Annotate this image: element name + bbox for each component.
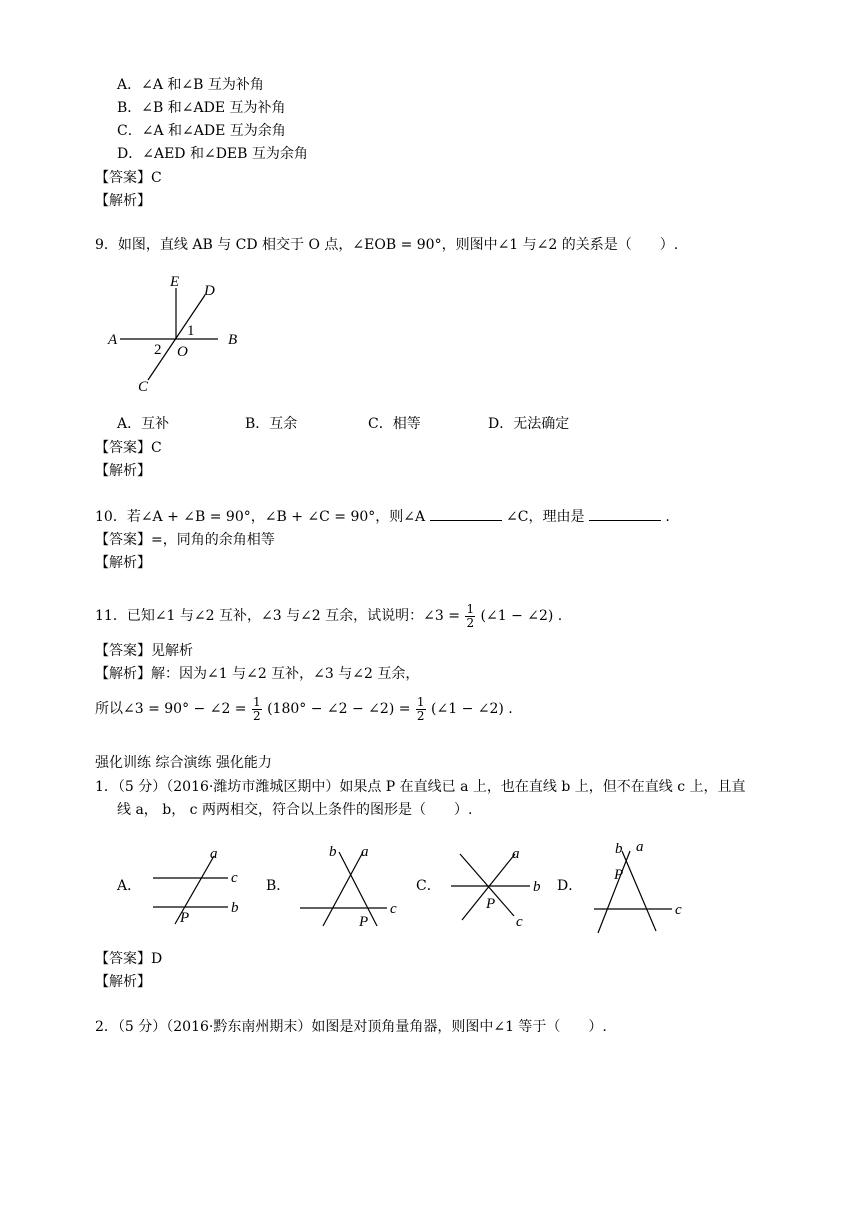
label-a: A (108, 332, 118, 348)
svg-text:P: P (614, 867, 624, 883)
svg-text:c: c (231, 870, 238, 886)
p1-option-d-label: D． (557, 878, 583, 894)
q8-option-d: D．∠AED 和∠DEB 互为余角 (117, 146, 308, 162)
q9-stem: 9．如图，直线 AB 与 CD 相交于 O 点，∠EOB = 90°，则图中∠1 与∠2 的关系是（ ）. (95, 237, 679, 253)
p1-analysis: 【解析】 (95, 974, 151, 990)
fraction-half: $\frac{1}{2}$ (416, 694, 425, 723)
q9-figure (100, 268, 260, 398)
q10-stem-part-a: 10．若∠A + ∠B = 90°，∠B + ∠C = 90°，则∠A (95, 509, 426, 525)
q8-analysis: 【解析】 (95, 193, 151, 209)
label-o: O (177, 344, 188, 360)
p1-stem-line-1: 1．（5 分）（2016·潍坊市潍城区期中）如果点 P 在直线已 a 上，也在直线 b 上，但不在直线 c 上，且直 (95, 779, 746, 795)
q10-stem-part-c: . (665, 509, 670, 525)
svg-text:b: b (615, 841, 623, 857)
svg-text:a: a (210, 846, 218, 862)
svg-text:P: P (486, 896, 496, 912)
q8-option-c: C．∠A 和∠ADE 互为余角 (117, 123, 286, 139)
svg-text:a: a (361, 844, 369, 860)
label-d: D (204, 283, 215, 299)
p1-answer: 【答案】D (95, 951, 163, 967)
q11-work (95, 692, 513, 726)
q10-blank-2 (589, 506, 661, 521)
q9-option-d: D．无法确定 (488, 416, 570, 432)
svg-text:b: b (231, 900, 239, 916)
p1-option-b-label: B． (266, 878, 291, 894)
label-angle-1: 1 (187, 323, 195, 339)
p1-option-c-label: C． (416, 878, 441, 894)
label-angle-2: 2 (154, 342, 162, 358)
q11-work-part-b: (180° − ∠2 − ∠2) = (267, 701, 411, 717)
q10-stem-part-b: ∠C，理由是 (506, 509, 585, 525)
svg-text:c: c (675, 902, 682, 918)
svg-text:c: c (516, 914, 523, 930)
q11-stem-part-a: 11．已知∠1 与∠2 互补，∠3 与∠2 互余，试说明：∠3 = (95, 608, 460, 624)
q11-work-part-a: 所以∠3 = 90° − ∠2 = (95, 701, 247, 717)
q11-work-part-c: (∠1 − ∠2) . (431, 701, 513, 717)
q9-option-b: B．互余 (245, 416, 298, 432)
label-c: C (138, 379, 149, 395)
q11-answer: 【答案】见解析 (95, 643, 193, 659)
q9-answer: 【答案】C (95, 440, 162, 456)
svg-text:a: a (512, 846, 520, 862)
fraction-half: $\frac{1}{2}$ (253, 694, 261, 723)
p2-stem: 2．（5 分）（2016·黔东南州期末）如图是对顶角量角器，则图中∠1 等于（ ）. (95, 1019, 607, 1035)
svg-text:P: P (359, 914, 369, 930)
q10-stem (95, 506, 670, 527)
p1-figure-a (150, 838, 250, 928)
q11-stem (95, 599, 562, 633)
q10-analysis: 【解析】 (95, 555, 151, 571)
q9-option-c: C．相等 (368, 416, 421, 432)
p1-figure-b (295, 838, 405, 933)
svg-text:c: c (390, 901, 397, 917)
q10-answer: 【答案】=，同角的余角相等 (95, 532, 275, 548)
q8-answer: 【答案】C (95, 170, 162, 186)
p1-figure-c (448, 838, 548, 933)
svg-text:b: b (329, 844, 337, 860)
svg-text:P: P (180, 910, 190, 926)
q9-analysis: 【解析】 (95, 463, 151, 479)
q11-stem-part-b: (∠1 − ∠2) . (480, 608, 563, 624)
q11-analysis: 【解析】解：因为∠1 与∠2 互补，∠3 与∠2 互余， (95, 666, 420, 682)
svg-text:a: a (636, 839, 644, 855)
p1-figure-d (590, 835, 695, 940)
fraction-half: $\frac{1}{2}$ (466, 601, 475, 630)
q8-option-b: B．∠B 和∠ADE 互为补角 (117, 100, 286, 116)
p1-stem-line-2: 线 a， b， c 两两相交，符合以上条件的图形是（ ）. (117, 802, 473, 818)
q9-option-a: A．互补 (117, 416, 170, 432)
p1-option-a-label: A． (117, 878, 142, 894)
svg-text:b: b (533, 879, 541, 895)
q8-option-a: A．∠A 和∠B 互为补角 (117, 77, 264, 93)
label-e: E (170, 274, 180, 290)
section-title: 强化训练 综合演练 强化能力 (95, 755, 272, 771)
q10-blank-1 (430, 506, 502, 521)
label-b: B (228, 332, 238, 348)
